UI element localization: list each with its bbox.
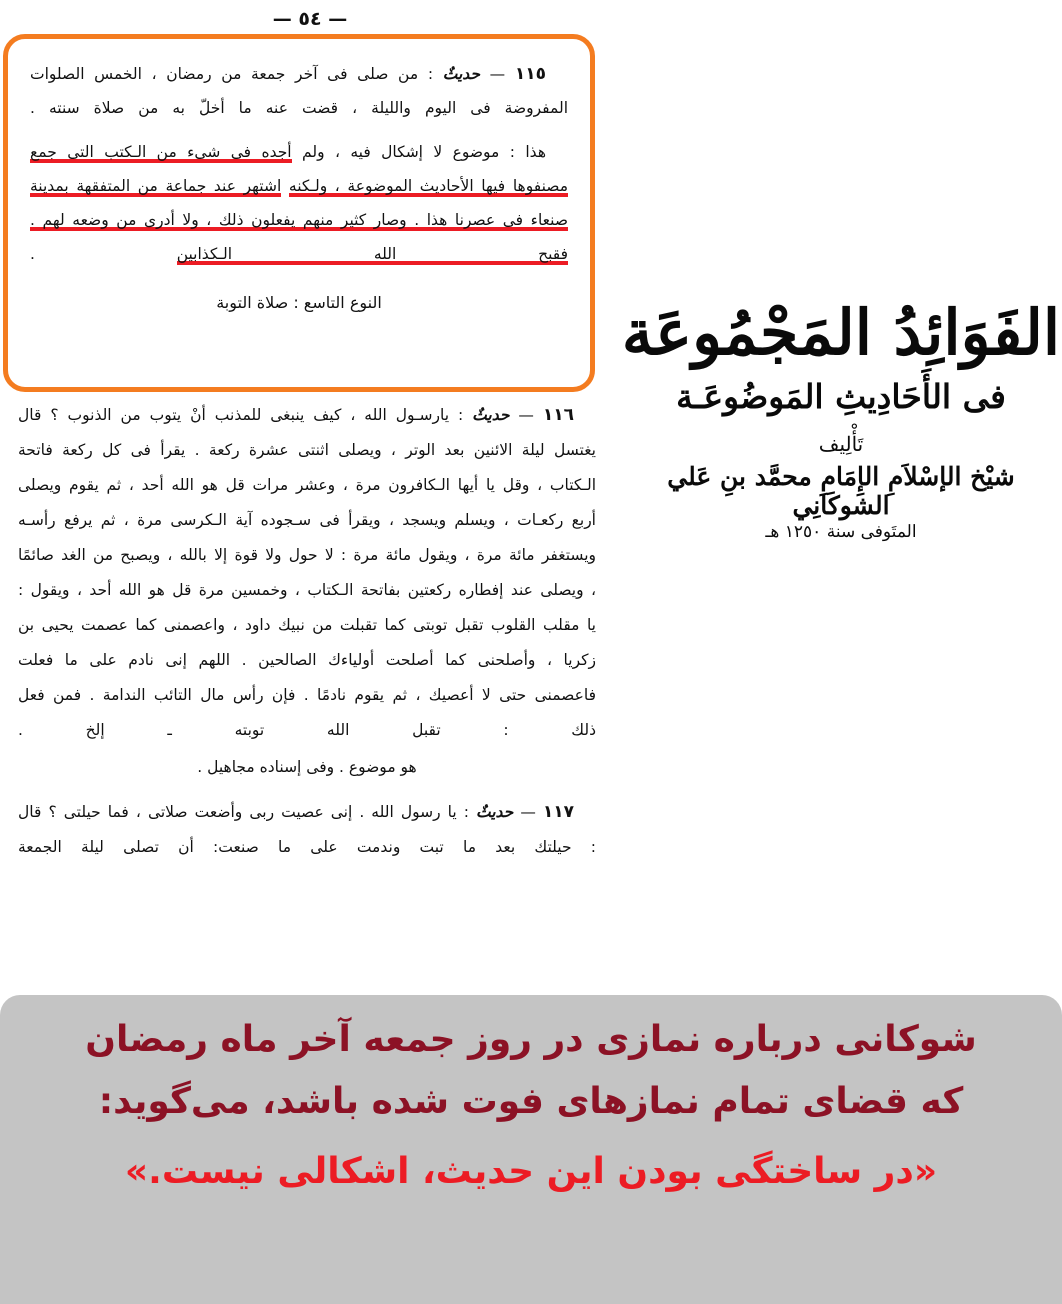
red-underline-run: فقبح الله الـكذابين [177,245,568,266]
hadith-117-text: : يا رسول الله . إنى عصيت ربى وأضعت صلاتى ، فما حيلتى ؟ قال : حيلتك بعد ما تبت وندمت على ما صنعت: أن تصلى ليلة الجمعة [18,803,596,856]
commentary-run [281,177,289,195]
hadith-text: : من صلى فى آخر جمعة من رمضان ، الخمس الصلوات المفروضة فى اليوم والليلة ، قضت عنه ما أخلّ به من صلاة سنته . [30,65,568,117]
hadith-115-paragraph [30,57,568,125]
hadith-label: حديثٌ [442,65,480,83]
book-author-death-year: المتَوفى سنة ١٢٥٠ هـ [765,522,917,543]
hadith-117-label: حديثٌ [475,803,514,821]
section-heading: النوع التاسع : صلاة التوبة [216,293,382,312]
body-text-column [18,398,596,867]
commentary-run: . [30,245,177,263]
hadith-number: ١١٥ [514,64,546,84]
hadith-116-label: حديثٌ [472,406,510,424]
hadith-116-verdict: هو موضوع . وفى إسناده مجاهيل . [197,758,417,776]
book-authorship-word: تَأْلِيف [818,432,864,457]
commentary-paragraph [30,135,568,271]
red-underline-run: صنعاء فى عصرنا هذا . وصار كثير منهم يفعلون ذلك ، ولا أدرى من وضعه لهم . [30,211,568,232]
book-title-main: الفَوَائِدُ المَجْمُوعَة [621,296,1061,369]
commentary-run: هذا : موضوع لا إشكال فيه ، ولم [291,143,546,161]
hadith-116-dash: — [518,406,534,424]
orange-highlight-box [3,34,595,392]
red-underline-run: اشتهر عند جماعة من المتفقهة بمدينة [30,177,281,198]
book-title-block [620,296,1062,543]
hadith-116-text: : يارسـول الله ، كيف ينبغى للمذنب أنْ يتوب من الذنوب ؟ قال يغتسل ليلة الائنين بعد الوتر ، ويصلى اثنتى عشرة ركعة . يقرأ فى كل ركعة فاتحة الـكتاب ، وقل يا أيها الـكافرون مرة ، وعشر مرات قل هو الله أحد ، ثم يقوم ويصلى أربع ركعـات ، ويسلم ويسجد ، ويقرأ فى سـجوده آية الـكرسى مرة ، ثم يرفع رأسـه ويستغفر مائة مرة ، ويقول مائة مرة : لا حول ولا قوة إلا بالله ، ويصبح من الغد صائمًا ، ويصلى عند إفطاره ركعتين بفاتحة الـكتاب ، وخمسين مرة قل هو الله أحد ، ويقول : يا مقلب القلوب تقبل توبتى كما تقبلت من نبيك داود ، واعصمنى كما عصمت يحيى بن زكريا ، وأصلحنى كما أصلحت أولياءك الصالحين . اللهم إنى نادم على ما فعلت فاعصمنى حتى لا أعصيك ، ثم يقوم نادمًا . فإن رأس مال التائب الندامة . فمن فعل ذلك : تقبل الله توبته ـ إلخ . [18,406,596,739]
hadith-116-number: ١١٦ [542,405,575,425]
hadith-dash: — [489,65,506,83]
book-author-name: شيْخ الإسْلاَمِ الإِمَامِ محمَّد بنِ عَلي الشوكَانِي [667,462,1015,521]
hadith-116-paragraph [18,398,596,748]
persian-caption-panel [0,995,1062,1304]
hadith-117-paragraph [18,795,596,865]
hadith-117-number: ١١٧ [542,802,575,822]
book-title-subtitle: فى الأَحَادِيثِ المَوضُوعَـة [676,377,1006,417]
page-number: — ٥٤ — [272,8,348,30]
caption-line-2: كه قضاى تمام نمازهاى فوت شده باشد، مى‌گويد: [98,1081,964,1122]
caption-line-3-quote: «در ساختگى بودن اين حديث، اشكالى نيست.» [124,1151,938,1192]
red-underline-run: مصنفوها فيها الأحاديث الموضوعة ، ولـكنه [289,177,568,198]
hadith-117-dash: — [520,803,536,821]
red-underline-run: أجده فى شىء من الـكتب التى جمع [30,143,292,164]
caption-line-1: شوكانى درباره نمازى در روز جمعه آخر ماه رمضان [85,1019,977,1060]
